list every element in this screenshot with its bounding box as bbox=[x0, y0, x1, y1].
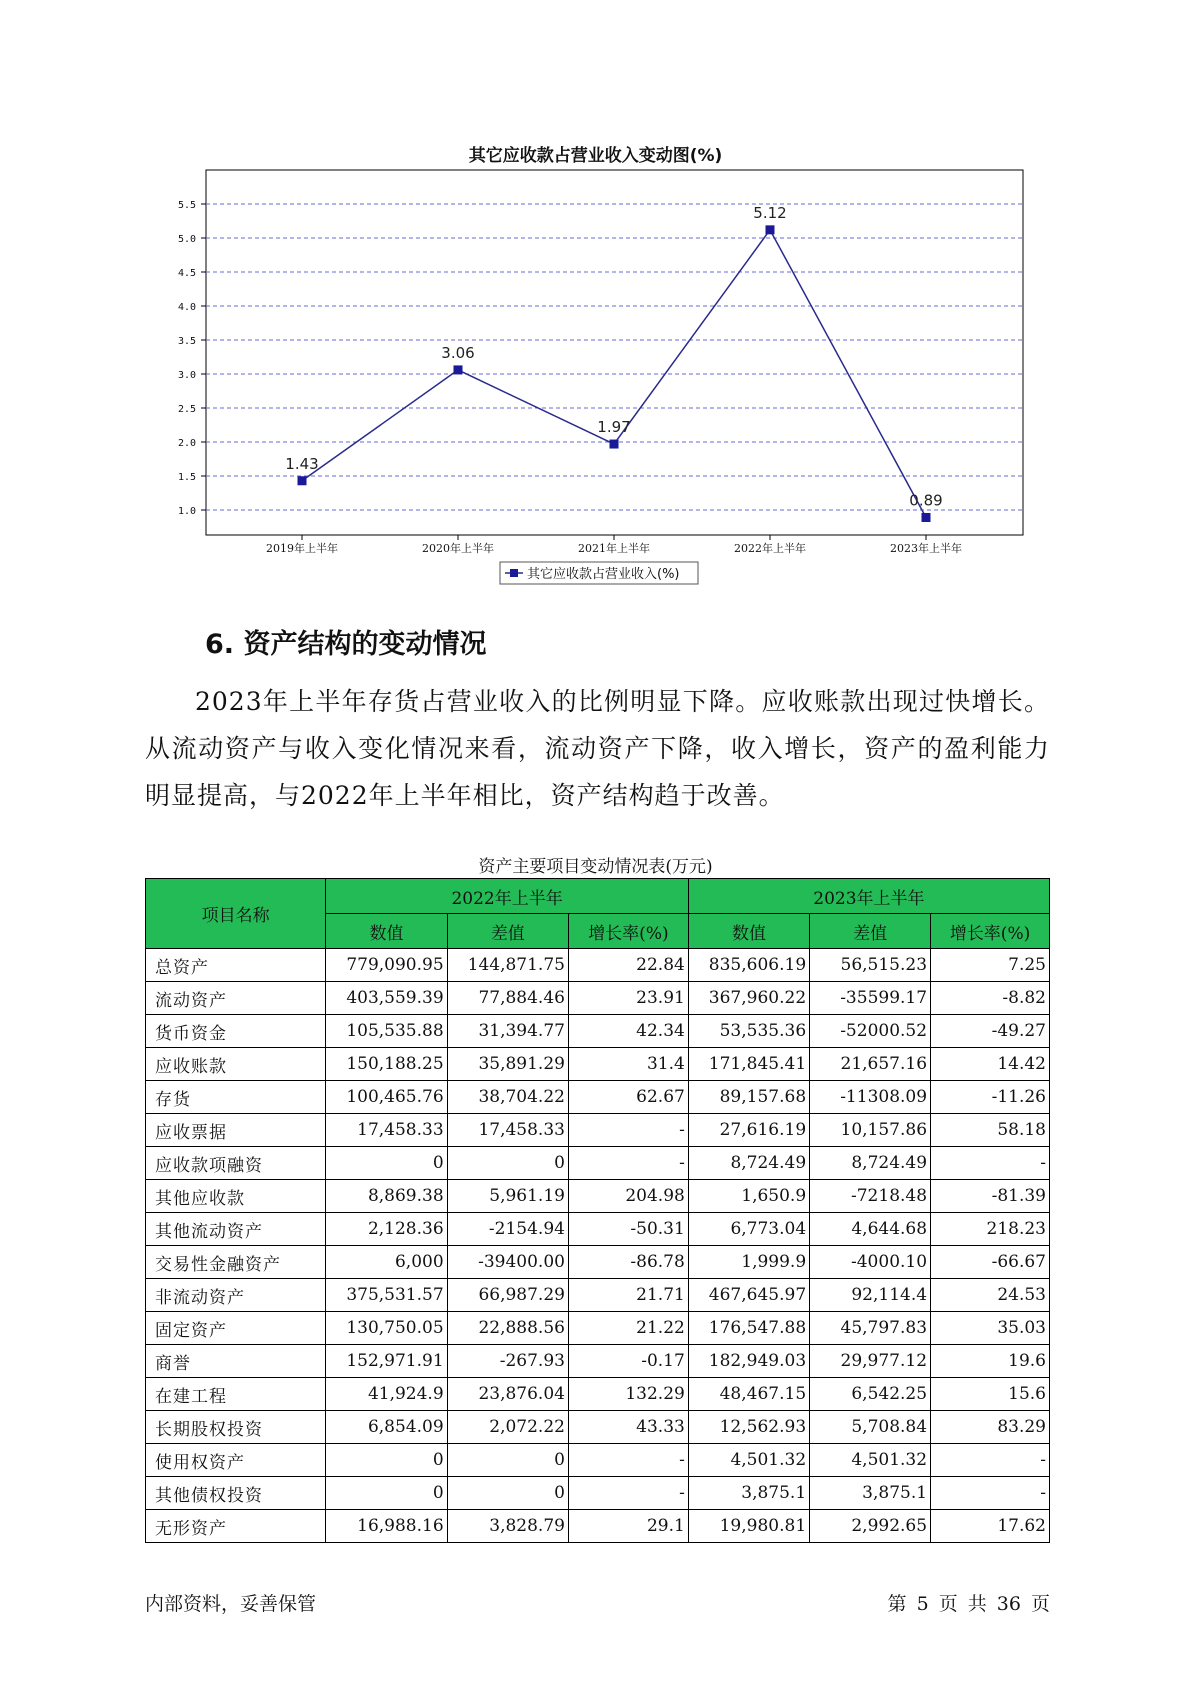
table-cell: 41,924.9 bbox=[326, 1378, 447, 1411]
table-cell: -35599.17 bbox=[810, 982, 931, 1015]
header-rate-2022: 增长率(%) bbox=[568, 914, 688, 949]
table-row bbox=[146, 1444, 1050, 1477]
table-cell: 182,949.03 bbox=[688, 1345, 809, 1378]
section-heading: 6. 资产结构的变动情况 bbox=[205, 629, 487, 660]
row-item-name: 存货 bbox=[146, 1081, 326, 1114]
table-cell: 6,854.09 bbox=[326, 1411, 447, 1444]
x-tick-label: 2022年上半年 bbox=[734, 542, 806, 555]
table-cell: 45,797.83 bbox=[810, 1312, 931, 1345]
table-cell: 43.33 bbox=[568, 1411, 688, 1444]
table-cell: 6,773.04 bbox=[688, 1213, 809, 1246]
table-cell: 24.53 bbox=[931, 1279, 1050, 1312]
row-item-name: 其他应收款 bbox=[146, 1180, 326, 1213]
table-cell: -0.17 bbox=[568, 1345, 688, 1378]
chart-title: 其它应收款占营业收入变动图(%) bbox=[468, 146, 723, 166]
data-label: 0.89 bbox=[909, 491, 943, 510]
header-period-2022: 2022年上半年 bbox=[326, 879, 688, 914]
table-cell: 105,535.88 bbox=[326, 1015, 447, 1048]
table-cell: 4,501.32 bbox=[810, 1444, 931, 1477]
table-caption: 资产主要项目变动情况表(万元) bbox=[478, 857, 713, 877]
table-cell: 53,535.36 bbox=[688, 1015, 809, 1048]
table-cell: 58.18 bbox=[931, 1114, 1050, 1147]
table-row bbox=[146, 1378, 1050, 1411]
table-row bbox=[146, 1510, 1050, 1543]
table-cell: 3,875.1 bbox=[810, 1477, 931, 1510]
y-tick-label: 3.5 bbox=[177, 336, 196, 347]
table-row bbox=[146, 1048, 1050, 1081]
table-cell: 0 bbox=[447, 1444, 568, 1477]
table-cell: 16,988.16 bbox=[326, 1510, 447, 1543]
table-cell: 35,891.29 bbox=[447, 1048, 568, 1081]
x-tick-label: 2023年上半年 bbox=[890, 542, 962, 555]
table-cell: -50.31 bbox=[568, 1213, 688, 1246]
y-tick-label: 5.5 bbox=[177, 200, 196, 211]
table-cell: 42.34 bbox=[568, 1015, 688, 1048]
x-tick-label: 2019年上半年 bbox=[266, 542, 338, 555]
footer-confidential-note: 内部资料，妥善保管 bbox=[145, 1593, 317, 1615]
table-cell: 5,961.19 bbox=[447, 1180, 568, 1213]
table-cell: 8,724.49 bbox=[810, 1147, 931, 1180]
table-row bbox=[146, 982, 1050, 1015]
table-cell: 467,645.97 bbox=[688, 1279, 809, 1312]
data-label: 1.43 bbox=[285, 454, 319, 473]
line-chart bbox=[0, 0, 1191, 600]
table-row bbox=[146, 1081, 1050, 1114]
table-cell: 19,980.81 bbox=[688, 1510, 809, 1543]
table-cell: - bbox=[568, 1477, 688, 1510]
table-cell: -66.67 bbox=[931, 1246, 1050, 1279]
table-cell: -2154.94 bbox=[447, 1213, 568, 1246]
row-item-name: 应收账款 bbox=[146, 1048, 326, 1081]
header-rate-2023: 增长率(%) bbox=[931, 914, 1050, 949]
row-item-name: 商誉 bbox=[146, 1345, 326, 1378]
table-cell: 6,542.25 bbox=[810, 1378, 931, 1411]
y-tick-label: 2.5 bbox=[177, 404, 196, 415]
table-cell: 29,977.12 bbox=[810, 1345, 931, 1378]
table-body bbox=[146, 949, 1050, 1543]
table-cell: -11308.09 bbox=[810, 1081, 931, 1114]
table-row bbox=[146, 949, 1050, 982]
x-tick-label: 2020年上半年 bbox=[422, 542, 494, 555]
table-cell: -49.27 bbox=[931, 1015, 1050, 1048]
table-cell: 35.03 bbox=[931, 1312, 1050, 1345]
table-cell: 89,157.68 bbox=[688, 1081, 809, 1114]
data-point bbox=[454, 365, 463, 374]
row-item-name: 固定资产 bbox=[146, 1312, 326, 1345]
y-tick-label: 4.0 bbox=[177, 302, 196, 313]
table-cell: -81.39 bbox=[931, 1180, 1050, 1213]
table-row bbox=[146, 1180, 1050, 1213]
table-cell: 15.6 bbox=[931, 1378, 1050, 1411]
table-cell: 77,884.46 bbox=[447, 982, 568, 1015]
table-cell: 1,999.9 bbox=[688, 1246, 809, 1279]
table-cell: 22.84 bbox=[568, 949, 688, 982]
data-point bbox=[922, 513, 931, 522]
table-cell: 150,188.25 bbox=[326, 1048, 447, 1081]
data-label: 3.06 bbox=[441, 343, 475, 362]
table-cell: 23.91 bbox=[568, 982, 688, 1015]
header-value-2023: 数值 bbox=[688, 914, 809, 949]
data-point bbox=[298, 476, 307, 485]
table-cell: 31,394.77 bbox=[447, 1015, 568, 1048]
table-cell: - bbox=[931, 1147, 1050, 1180]
table-cell: 5,708.84 bbox=[810, 1411, 931, 1444]
table-row bbox=[146, 1213, 1050, 1246]
row-item-name: 长期股权投资 bbox=[146, 1411, 326, 1444]
table-cell: -11.26 bbox=[931, 1081, 1050, 1114]
table-cell: 10,157.86 bbox=[810, 1114, 931, 1147]
table-row bbox=[146, 1015, 1050, 1048]
table-cell: 171,845.41 bbox=[688, 1048, 809, 1081]
table-cell: - bbox=[568, 1114, 688, 1147]
legend-label: 其它应收款占营业收入(%) bbox=[527, 567, 680, 582]
table-cell: 403,559.39 bbox=[326, 982, 447, 1015]
table-cell: 92,114.4 bbox=[810, 1279, 931, 1312]
table-cell: 2,128.36 bbox=[326, 1213, 447, 1246]
plot-area bbox=[206, 170, 1023, 535]
table-cell: 12,562.93 bbox=[688, 1411, 809, 1444]
table-cell: - bbox=[931, 1444, 1050, 1477]
row-item-name: 交易性金融资产 bbox=[146, 1246, 326, 1279]
table-cell: 218.23 bbox=[931, 1213, 1050, 1246]
header-diff-2022: 差值 bbox=[447, 914, 568, 949]
table-cell: 4,644.68 bbox=[810, 1213, 931, 1246]
y-tick-label: 3.0 bbox=[177, 370, 196, 381]
table-cell: 83.29 bbox=[931, 1411, 1050, 1444]
y-tick-label: 1.5 bbox=[177, 472, 196, 483]
table-cell: -7218.48 bbox=[810, 1180, 931, 1213]
table-row bbox=[146, 1411, 1050, 1444]
table-cell: 6,000 bbox=[326, 1246, 447, 1279]
table-cell: 0 bbox=[326, 1444, 447, 1477]
table-cell: -4000.10 bbox=[810, 1246, 931, 1279]
table-cell: -267.93 bbox=[447, 1345, 568, 1378]
table-cell: 17,458.33 bbox=[326, 1114, 447, 1147]
table-cell: 22,888.56 bbox=[447, 1312, 568, 1345]
row-item-name: 流动资产 bbox=[146, 982, 326, 1015]
row-item-name: 其他流动资产 bbox=[146, 1213, 326, 1246]
table-cell: 144,871.75 bbox=[447, 949, 568, 982]
row-item-name: 应收票据 bbox=[146, 1114, 326, 1147]
row-item-name: 非流动资产 bbox=[146, 1279, 326, 1312]
table-cell: 62.67 bbox=[568, 1081, 688, 1114]
asset-change-table bbox=[145, 878, 1050, 1543]
data-label: 5.12 bbox=[753, 203, 787, 222]
table-cell: 204.98 bbox=[568, 1180, 688, 1213]
table-cell: 21.22 bbox=[568, 1312, 688, 1345]
table-cell: -86.78 bbox=[568, 1246, 688, 1279]
table-cell: 0 bbox=[326, 1147, 447, 1180]
table-cell: 17.62 bbox=[931, 1510, 1050, 1543]
table-cell: - bbox=[568, 1444, 688, 1477]
table-cell: 7.25 bbox=[931, 949, 1050, 982]
table-row bbox=[146, 1279, 1050, 1312]
table-cell: 4,501.32 bbox=[688, 1444, 809, 1477]
table-row bbox=[146, 1246, 1050, 1279]
table-row bbox=[146, 1345, 1050, 1378]
table-cell: 3,875.1 bbox=[688, 1477, 809, 1510]
y-tick-label: 4.5 bbox=[177, 268, 196, 279]
table-cell: -8.82 bbox=[931, 982, 1050, 1015]
table-cell: 0 bbox=[326, 1477, 447, 1510]
table-cell: 48,467.15 bbox=[688, 1378, 809, 1411]
data-point bbox=[610, 440, 619, 449]
row-item-name: 总资产 bbox=[146, 949, 326, 982]
data-label: 1.97 bbox=[597, 418, 631, 437]
table-cell: 3,828.79 bbox=[447, 1510, 568, 1543]
table-cell: 56,515.23 bbox=[810, 949, 931, 982]
table-cell: 835,606.19 bbox=[688, 949, 809, 982]
section-paragraph: 2023年上半年存货占营业收入的比例明显下降。应收账款出现过快增长。从流动资产与收入变化情况来看，流动资产下降，收入增长，资产的盈利能力明显提高，与2022年上半年相比，资产结构趋于改善。 bbox=[145, 687, 1050, 810]
table-cell: 130,750.05 bbox=[326, 1312, 447, 1345]
header-item-name: 项目名称 bbox=[146, 879, 326, 949]
header-period-2023: 2023年上半年 bbox=[688, 879, 1049, 914]
footer-page-number: 第 5 页 共 36 页 bbox=[887, 1593, 1050, 1615]
data-point bbox=[766, 225, 775, 234]
x-tick-label: 2021年上半年 bbox=[578, 542, 650, 555]
table-cell: - bbox=[568, 1147, 688, 1180]
table-cell: 1,650.9 bbox=[688, 1180, 809, 1213]
legend-marker bbox=[510, 569, 518, 577]
table-cell: 176,547.88 bbox=[688, 1312, 809, 1345]
table-cell: 152,971.91 bbox=[326, 1345, 447, 1378]
table-row bbox=[146, 1147, 1050, 1180]
table-cell: 375,531.57 bbox=[326, 1279, 447, 1312]
table-cell: 100,465.76 bbox=[326, 1081, 447, 1114]
table-cell: 2,992.65 bbox=[810, 1510, 931, 1543]
row-item-name: 在建工程 bbox=[146, 1378, 326, 1411]
table-cell: 779,090.95 bbox=[326, 949, 447, 982]
table-cell: 23,876.04 bbox=[447, 1378, 568, 1411]
table-cell: 19.6 bbox=[931, 1345, 1050, 1378]
table-cell: 0 bbox=[447, 1147, 568, 1180]
table-cell: 14.42 bbox=[931, 1048, 1050, 1081]
header-value-2022: 数值 bbox=[326, 914, 447, 949]
table-cell: 21.71 bbox=[568, 1279, 688, 1312]
row-item-name: 其他债权投资 bbox=[146, 1477, 326, 1510]
table-cell: 132.29 bbox=[568, 1378, 688, 1411]
table-cell: 29.1 bbox=[568, 1510, 688, 1543]
table-cell: - bbox=[931, 1477, 1050, 1510]
table-cell: 2,072.22 bbox=[447, 1411, 568, 1444]
table-row bbox=[146, 1114, 1050, 1147]
table-cell: 27,616.19 bbox=[688, 1114, 809, 1147]
row-item-name: 货币资金 bbox=[146, 1015, 326, 1048]
table-row bbox=[146, 1477, 1050, 1510]
table-cell: 21,657.16 bbox=[810, 1048, 931, 1081]
table-cell: 66,987.29 bbox=[447, 1279, 568, 1312]
table-cell: 8,869.38 bbox=[326, 1180, 447, 1213]
header-diff-2023: 差值 bbox=[810, 914, 931, 949]
table-cell: 17,458.33 bbox=[447, 1114, 568, 1147]
table-cell: 38,704.22 bbox=[447, 1081, 568, 1114]
table-cell: 8,724.49 bbox=[688, 1147, 809, 1180]
table-cell: -52000.52 bbox=[810, 1015, 931, 1048]
row-item-name: 应收款项融资 bbox=[146, 1147, 326, 1180]
table-cell: -39400.00 bbox=[447, 1246, 568, 1279]
table-cell: 367,960.22 bbox=[688, 982, 809, 1015]
y-tick-label: 1.0 bbox=[177, 506, 196, 517]
row-item-name: 无形资产 bbox=[146, 1510, 326, 1543]
table-cell: 0 bbox=[447, 1477, 568, 1510]
table-row bbox=[146, 1312, 1050, 1345]
row-item-name: 使用权资产 bbox=[146, 1444, 326, 1477]
y-tick-label: 5.0 bbox=[177, 234, 196, 245]
y-tick-label: 2.0 bbox=[177, 438, 196, 449]
table-cell: 31.4 bbox=[568, 1048, 688, 1081]
